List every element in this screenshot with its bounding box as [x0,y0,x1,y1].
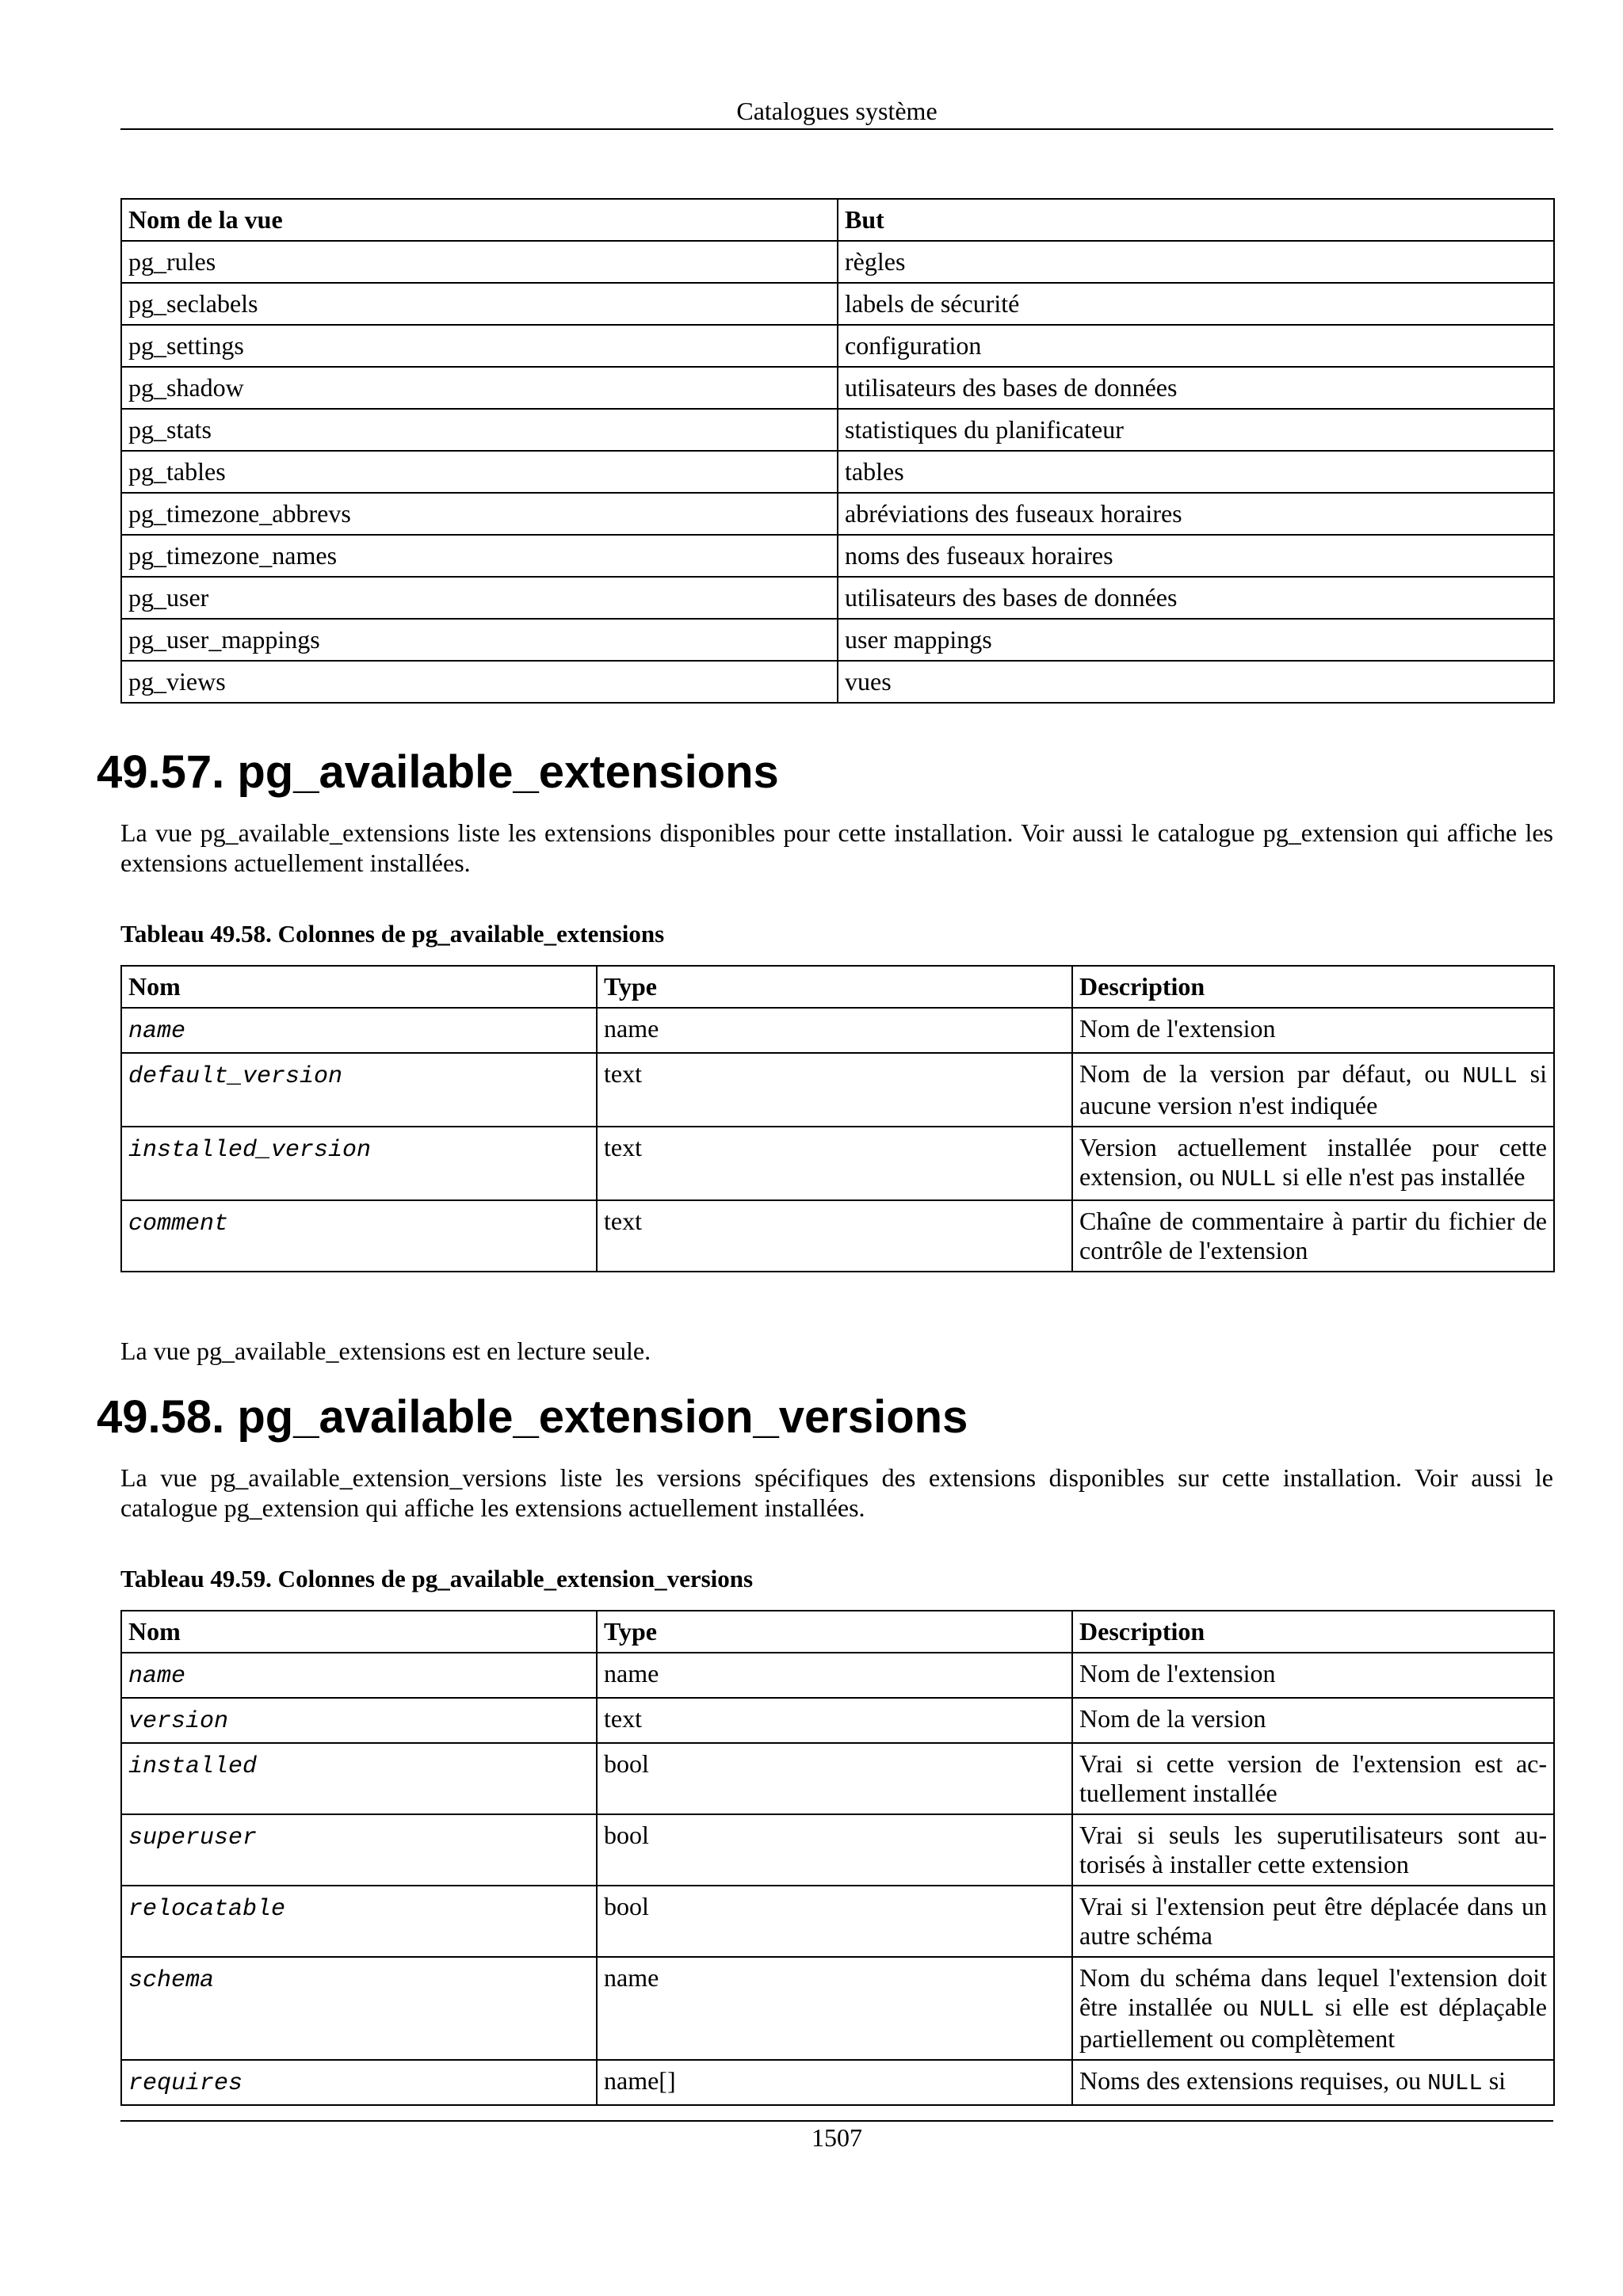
table-row [121,1957,1554,2060]
column-description-cell [1072,1053,1554,1127]
column-name-cell [121,1127,597,1200]
column-header: Nom [121,1611,597,1653]
view-name-cell: pg_stats [121,409,838,451]
view-name-cell: pg_user_mappings [121,619,838,661]
column-name-cell [121,1814,597,1886]
table-row [121,2060,1554,2105]
section-intro: La vue pg_available_extension_versions liste les versions spécifiques des extensions disponibles sur cette installation. Voir aussi le catalogue pg_extension qui affiche les extensions actuellement installées. [120,1463,1553,1522]
column-type-cell: name [597,1653,1072,1698]
table-row [121,241,1554,283]
extension-versions-table [120,1610,1555,2106]
view-name-cell: pg_shadow [121,367,838,409]
description-text: Nom de la version [1079,1704,1266,1733]
page-number: 1507 [120,2120,1553,2153]
column-name: name [128,1663,186,1690]
description-text: Nom de l'extension [1079,1014,1276,1043]
column-name-cell [121,1653,597,1698]
view-purpose-cell: noms des fuseaux horaires [838,535,1554,577]
table-caption: Tableau 49.59. Colonnes de pg_available_extension_versions [120,1565,754,1592]
column-type-cell: text [597,1053,1072,1127]
column-name: name [128,1018,186,1045]
extensions-table-header-row [121,966,1554,1008]
column-description-cell [1072,1200,1554,1272]
table-row [121,1200,1554,1272]
column-header: Nom [121,966,597,1008]
column-type-cell: name [597,1957,1072,2060]
column-header: Description [1072,966,1554,1008]
extensions-table [120,965,1555,1272]
view-purpose-cell: labels de sécurité [838,283,1554,325]
null-literal: NULL [1462,1063,1518,1089]
description-text: Nom de la version par défaut, ou [1079,1059,1463,1088]
running-header: Catalogues système [120,93,1553,130]
column-description-cell [1072,1886,1554,1957]
table-row [121,283,1554,325]
column-name: schema [128,1967,215,1994]
column-type-cell: text [597,1200,1072,1272]
view-purpose-cell: utilisateurs des bases de données [838,367,1554,409]
column-type-cell: bool [597,1814,1072,1886]
view-name-cell: pg_settings [121,325,838,367]
column-type-cell: text [597,1698,1072,1743]
description-text: Nom du schéma dans lequel l'extension doit être installée ou [1079,1963,1547,2021]
column-name: relocatable [128,1896,286,1923]
column-description-cell [1072,1743,1554,1814]
column-name-cell [121,1008,597,1053]
column-name: installed_version [128,1137,372,1164]
section-intro: La vue pg_available_extensions liste les extensions disponibles pour cette installation. Voir aussi le catalogue pg_extension qui affiche les extensions actuellement installées. [120,818,1553,877]
description-text: si [1482,2066,1507,2095]
description-text: Vrai si cette version de l'extension est actuellement installée [1079,1749,1547,1807]
section-heading: 49.57. pg_available_extensions [97,746,779,798]
description-text: Vrai si seuls les superutilisateurs sont autorisés à installer cette extension [1079,1821,1547,1878]
view-name-cell: pg_tables [121,451,838,493]
column-description-cell [1072,1957,1554,2060]
table-caption: Tableau 49.58. Colonnes de pg_available_extensions [120,920,665,948]
description-text: si elle est déplaçable partiellement ou complètement [1079,1993,1548,2053]
column-header: Nom de la vue [121,199,838,241]
column-description-cell [1072,1698,1554,1743]
readonly-note: La vue pg_available_extensions est en lecture seule. [120,1337,651,1365]
column-name-cell [121,1053,597,1127]
column-name: installed [128,1753,258,1780]
description-text: Version actuellement installée pour cette extension, ou [1079,1133,1547,1191]
table-row [121,451,1554,493]
column-type-cell: bool [597,1743,1072,1814]
view-name-cell: pg_rules [121,241,838,283]
column-header: Description [1072,1611,1554,1653]
description-text: si elle n'est pas installée [1276,1162,1526,1191]
description-text: Noms des extensions requises, ou [1079,2066,1428,2095]
extensions-table-body [121,1008,1554,1272]
column-description-cell [1072,1653,1554,1698]
table-row [121,367,1554,409]
view-name-cell: pg_timezone_abbrevs [121,493,838,535]
table-row [121,325,1554,367]
views-table [120,198,1555,704]
table-row [121,1698,1554,1743]
column-description-cell [1072,1814,1554,1886]
column-name: comment [128,1211,229,1238]
view-purpose-cell: règles [838,241,1554,283]
view-name-cell: pg_views [121,661,838,703]
views-table-body [121,241,1554,703]
views-table-header-row [121,199,1554,241]
table-row [121,1653,1554,1698]
view-purpose-cell: tables [838,451,1554,493]
table-row [121,409,1554,451]
column-name-cell [121,1886,597,1957]
description-text: si aucune version n'est indiquée [1079,1059,1548,1119]
column-name: default_version [128,1063,343,1090]
view-name-cell: pg_timezone_names [121,535,838,577]
table-row [121,1127,1554,1200]
view-name-cell: pg_user [121,577,838,619]
column-name: version [128,1708,229,1735]
view-purpose-cell: statistiques du planificateur [838,409,1554,451]
table-row [121,1008,1554,1053]
null-literal: NULL [1258,1997,1315,2023]
extension-versions-table-header-row [121,1611,1554,1653]
view-purpose-cell: user mappings [838,619,1554,661]
view-purpose-cell: abréviations des fuseaux horaires [838,493,1554,535]
null-literal: NULL [1427,2070,1483,2096]
table-row [121,661,1554,703]
column-description-cell [1072,1008,1554,1053]
column-type-cell: name[] [597,2060,1072,2105]
column-header: Type [597,966,1072,1008]
table-row [121,1814,1554,1886]
description-text: Nom de l'extension [1079,1659,1276,1688]
view-purpose-cell: utilisateurs des bases de données [838,577,1554,619]
description-text: Chaîne de commentaire à partir du fichier de contrôle de l'extension [1079,1207,1547,1264]
table-row [121,1053,1554,1127]
table-row [121,493,1554,535]
column-name: requires [128,2070,243,2097]
table-row [121,1743,1554,1814]
column-name-cell [121,1698,597,1743]
column-description-cell [1072,2060,1554,2105]
column-description-cell [1072,1127,1554,1200]
column-name-cell [121,2060,597,2105]
column-name-cell [121,1200,597,1272]
table-row [121,577,1554,619]
column-header: Type [597,1611,1072,1653]
view-purpose-cell: vues [838,661,1554,703]
view-purpose-cell: configuration [838,325,1554,367]
table-row [121,619,1554,661]
column-type-cell: name [597,1008,1072,1053]
column-type-cell: text [597,1127,1072,1200]
column-type-cell: bool [597,1886,1072,1957]
column-name-cell [121,1957,597,2060]
section-heading: 49.58. pg_available_extension_versions [97,1391,968,1443]
table-row [121,535,1554,577]
null-literal: NULL [1220,1166,1277,1192]
table-row [121,1886,1554,1957]
column-name: superuser [128,1825,258,1852]
column-name-cell [121,1743,597,1814]
description-text: Vrai si l'extension peut être déplacée dans un autre schéma [1079,1892,1547,1950]
extension-versions-table-body [121,1653,1554,2105]
view-name-cell: pg_seclabels [121,283,838,325]
column-header: But [838,199,1554,241]
